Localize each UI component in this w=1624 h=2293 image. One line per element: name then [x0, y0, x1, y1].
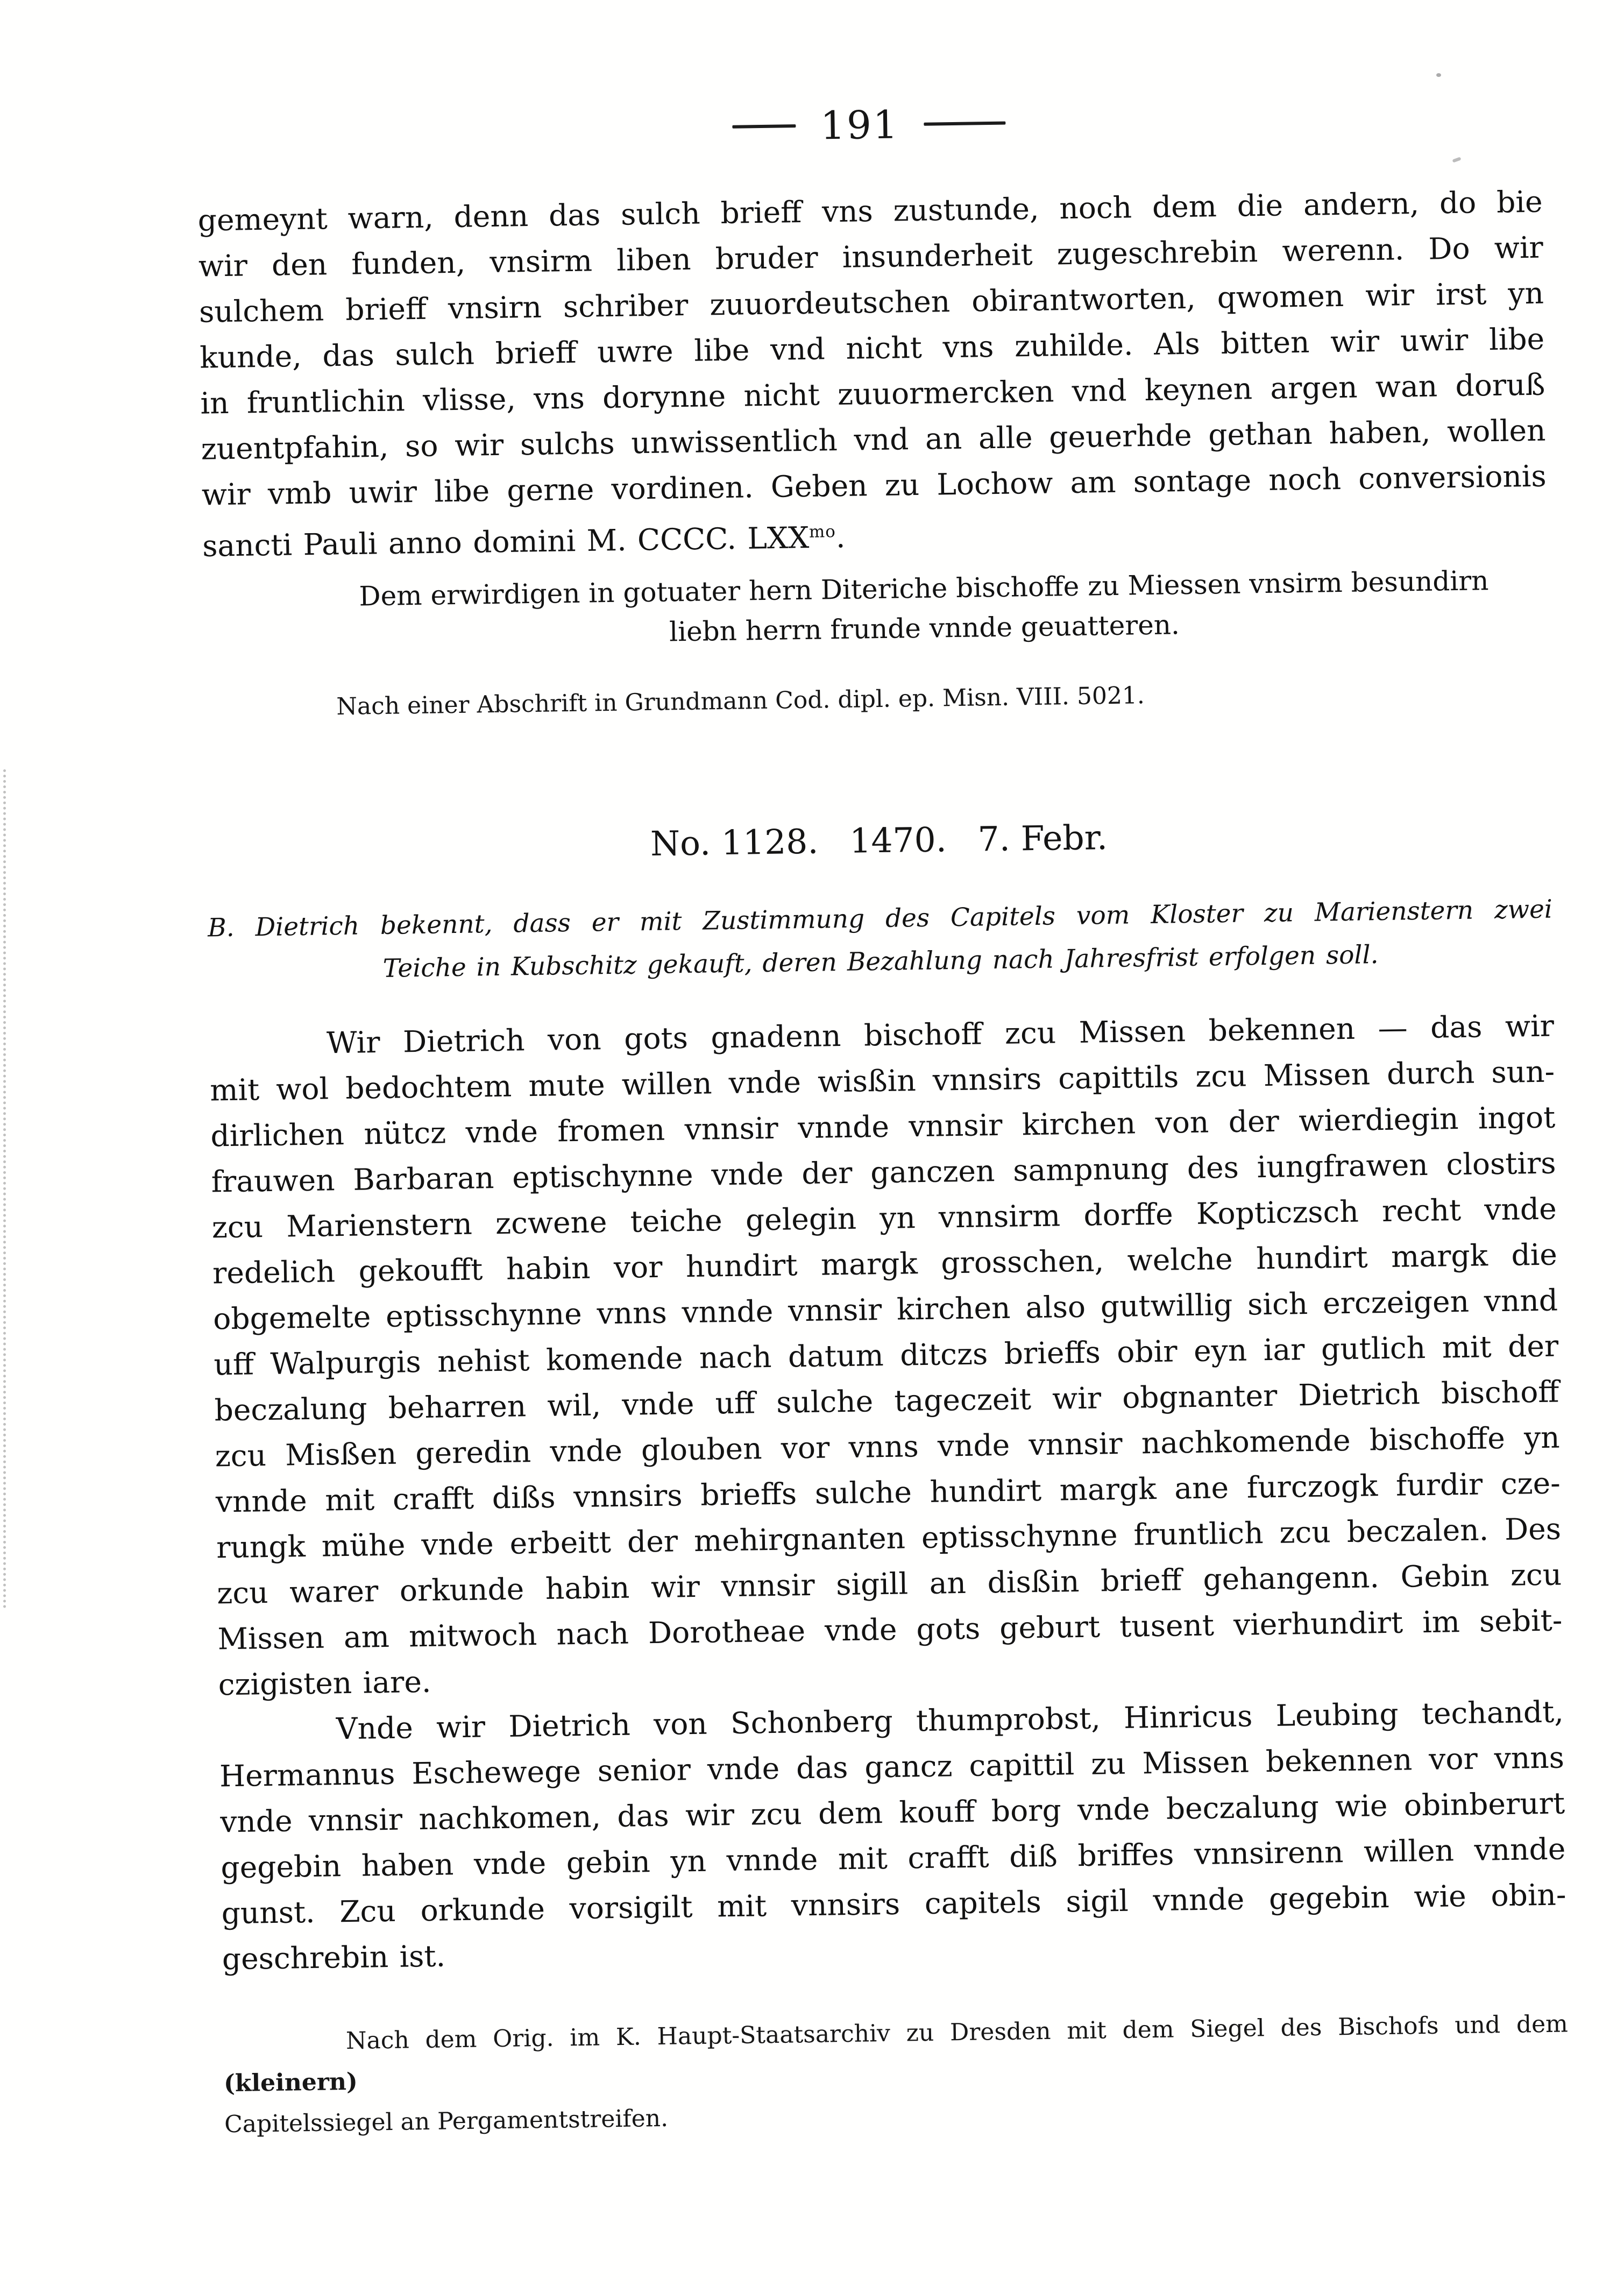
header-left-rule — [732, 124, 796, 129]
text-line: wir den funden, vnsirm liben bruder insunderheit zugeschrebin werenn. Do wir — [198, 230, 1544, 284]
text-line: kunde, das sulch brieff uwre libe vnd nicht vns zuhilde. Als bitten wir uwir libe — [199, 321, 1545, 375]
text-line: Missen am mitwoch nach Dorotheae vnde gots geburt tusent vierhundirt im sebit- — [217, 1603, 1563, 1657]
paragraph-lines — [209, 1003, 1563, 1662]
address-lines — [251, 559, 1597, 657]
text-line: beczalung beharren wil, vnde uff sulche tageczeit wir obgnanter Dietrich bischoff — [214, 1374, 1559, 1428]
document-number: No. 1128. — [650, 822, 819, 864]
text-line: zcu warer orkunde habin wir vnnsir sigill an disßin brieff gehangenn. Gebin zcu — [216, 1557, 1562, 1611]
text-line: vnnde mit crafft dißs vnnsirs brieffs sulche hundirt margk ane furczogk furdir cze- — [215, 1466, 1561, 1519]
text-line: obgemelte eptisschynne vnns vnnde vnnsir kirchen also gutwillig sich erczeigen vnnd — [212, 1283, 1558, 1336]
dateline-period: . — [835, 520, 846, 555]
regest-line: B. Dietrich bekennt, dass er mit Zustimmung des Capitels vom Kloster zu Marienstern zwei — [207, 894, 1553, 943]
text-line: gunst. Zcu orkunde vorsigilt mit vnnsirs capitels sigil vnnde gegebin wie obin- — [221, 1877, 1566, 1931]
text-line: zcu Marienstern zcwene teiche gelegin yn vnnsirm dorffe Kopticzsch recht vnde — [211, 1191, 1557, 1245]
previous-document-continuation — [197, 179, 1547, 569]
text-line: vnde vnnsir nachkomen, das wir zcu dem kouff borg vnde beczalung wie obinberurt — [219, 1786, 1565, 1839]
text-line: in fruntlichin vlisse, vns dorynne nicht zuuormercken vnd keynen argen wan doruß — [200, 367, 1545, 421]
dateline-superscript: mo — [809, 522, 836, 542]
text-line: gemeynt warn, denn das sulch brieff vns zustunde, noch dem die andern, do bie — [197, 184, 1543, 238]
text-line: rungk mühe vnde erbeitt der mehirgnanten eptisschynne fruntlich zcu beczalen. Des — [216, 1511, 1562, 1565]
scan-artifact-speck — [1436, 73, 1441, 77]
text-line: Vnde wir Dietrich von Schonberg thumprobst, Hinricus Leubing techandt, — [336, 1694, 1564, 1746]
page-content — [195, 0, 1571, 2293]
document-body — [209, 1003, 1568, 1983]
text-line: frauwen Barbaran eptischynne vnde der ganczen sampnung des iungfrawen clostirs — [211, 1145, 1556, 1199]
document-year: 1470. — [849, 820, 947, 861]
dateline-text: sancti Pauli anno domini M. CCCC. LXX — [202, 520, 810, 563]
text-line: uff Walpurgis nehist komende nach datum ditczs brieffs obir eyn iar gutlich mit der — [213, 1328, 1559, 1382]
source-note-text: Nach einer Abschrift in Grundmann Cod. dipl. ep. Misn. VIII. 5021. — [336, 682, 1145, 721]
scan-artifact-edge-dots — [3, 769, 6, 1609]
document-date: 7. Febr. — [977, 818, 1108, 859]
paragraph-last-line: czigisten iare. — [218, 1664, 431, 1702]
text-line: zcu Misßen geredin vnde glouben vor vnns vnde vnnsir nachkomende bischoffe yn — [215, 1420, 1561, 1474]
text-line: mit wol bedochtem mute willen vnde wisßin vnnsirs capittils zcu Missen durch sun- — [209, 1054, 1555, 1108]
text-line: gegebin haben vnde gebin yn vnnde mit crafft diß briffes vnnsirenn willen vnnde — [221, 1831, 1566, 1885]
text-line: redelich gekoufft habin vor hundirt margk grosschen, welche hundirt margk die — [212, 1237, 1558, 1291]
header-right-rule — [924, 122, 1006, 126]
paragraph-lines — [218, 1689, 1566, 1936]
text-line: Hermannus Eschewege senior vnde das gancz capittil zu Missen bekennen vor vnns — [219, 1740, 1565, 1794]
source-note-line: Capitelssiegel an Pergamentstreifen. — [224, 2104, 669, 2139]
source-note-text: Nach dem Orig. im K. Haupt-Staatsarchiv zu Dresden mit dem Siegel des Bischofs und dem — [345, 2010, 1569, 2055]
source-note-bold-text: (kleinern) — [223, 2068, 358, 2098]
address-block — [251, 559, 1597, 657]
text-line: sulchem brieff vnsirn schriber zuuordeutschen obirantworten, qwomen wir irst yn — [198, 275, 1544, 329]
text-line: Wir Dietrich von gots gnadenn bischoff zcu Missen bekennen — das wir — [326, 1008, 1555, 1060]
text-line: zuentpfahin, so wir sulchs unwissentlich vnd an alle geuerhde gethan haben, wollen — [201, 413, 1546, 466]
page-header — [196, 94, 1542, 156]
source-note-previous-document — [204, 670, 1550, 730]
regest-summary — [208, 888, 1554, 993]
page-number: 191 — [820, 102, 900, 148]
paragraph-lines — [197, 179, 1547, 518]
text-line: Dem erwirdigen in gotuater hern Diteriche bischoffe zu Miessen vnsirm besundirn — [359, 565, 1489, 612]
text-line: wir vmb uwir libe gerne vordinen. Geben zu Lochow am sontage noch conversionis — [201, 458, 1547, 512]
document-heading — [207, 812, 1552, 871]
text-line: dirlichen nütcz vnde fromen vnnsir vnnde vnnsir kirchen von der wierdiegin ingot — [210, 1100, 1556, 1153]
paragraph-last-line: geschrebin ist. — [222, 1938, 446, 1977]
text-line: liebn herrn frunde vnnde geuatteren. — [669, 609, 1180, 648]
source-note-document-1128 — [223, 2004, 1570, 2145]
regest-line: Teiche in Kubschitz gekauft, deren Bezahlung nach Jahresfrist erfolgen soll. — [382, 940, 1379, 983]
